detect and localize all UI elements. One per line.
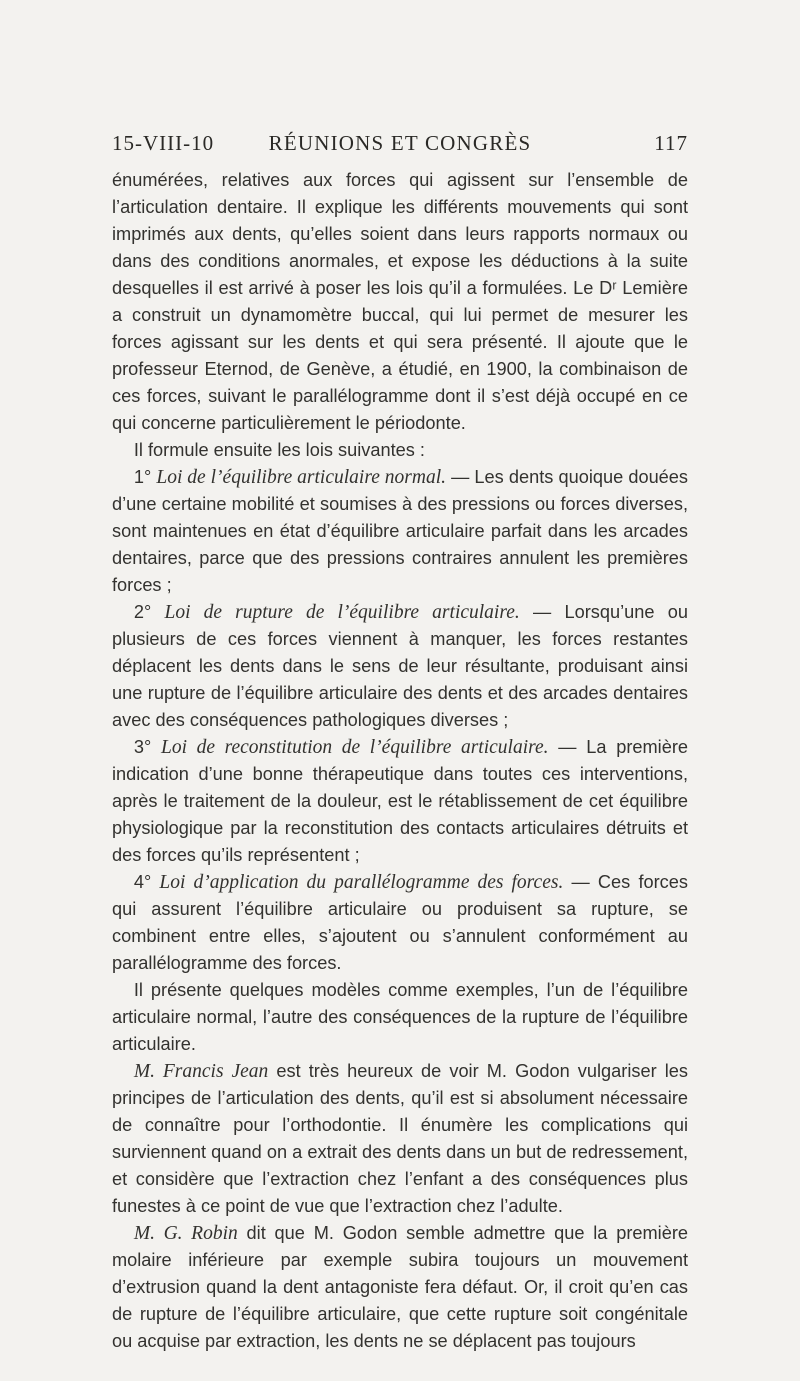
law-title: Loi de rupture de l’équilibre articulaire. (164, 602, 520, 623)
body-text (112, 167, 688, 1355)
running-header (112, 131, 688, 161)
law-title: Loi de l’équilibre articulaire normal. (156, 467, 447, 488)
law-title: Loi de reconstitution de l’équilibre articulaire. (160, 737, 549, 758)
paragraph-francis-jean: M. Francis Jean est très heureux de voir M. Godon vulgariser les principes de l’articulation des dents, qu’il est si absolument nécessaire de connaître pour l’orthodontie. Il énumère les complications qui surviennent quand on a extrait des dents dans un but de redressement, et considère que l’extraction chez l’enfant a des conséquences plus funestes à ce point de vue que l’extraction chez l’adulte. (112, 1061, 688, 1216)
law-title: Loi d’application du parallélogramme des forces. (159, 872, 564, 893)
paragraph: Il formule ensuite les lois suivantes : (133, 440, 425, 460)
law-3: 3° Loi de reconstitution de l’équilibre articulaire. — La première indication d’une bonne thérapeutique dans toutes ces interventions, après le traitement de la douleur, est le rétablissement de cet équilibre physiologique par la reconstitution des contacts articulaires détruits et des forces qu’ils représentent ; (112, 737, 688, 865)
speaker-name: M. G. Robin (133, 1223, 238, 1244)
header-section-title: RÉUNIONS ET CONGRÈS (268, 131, 532, 155)
page-number: 117 (654, 131, 688, 155)
paragraph: énumérées, relatives aux forces qui agissent sur l’ensemble de l’articulation dentaire. Il explique les différents mouvements qui sont imprimés aux dents, qu’elles soient dans leurs rapports normaux ou dans des conditions anormales, et expose les déductions à la suite desquelles il est arrivé à poser les lois qu’il a formulées. Le Dʳ Lemière a construit un dynamomètre buccal, qui lui permet de mesurer les forces agissant sur les dents et qui sera présenté. Il ajoute que le professeur Eternod, de Genève, a étudié, en 1900, la combinaison de ces forces, suivant le parallélogramme dont il s’est déjà occupé en ce qui concerne particulièrement le périodonte. (112, 170, 688, 433)
header-issue-date: 15-VIII-10 (112, 131, 215, 155)
law-2: 2° Loi de rupture de l’équilibre articulaire. — Lorsqu’une ou plusieurs de ces forces viennent à manquer, les forces restantes déplacent les dents dans le sens de leur résultante, produisant ainsi une rupture de l’équilibre articulaire des dents et des arcades dentaires avec des conséquences pathologiques diverses ; (112, 602, 688, 730)
paragraph: Il présente quelques modèles comme exemples, l’un de l’équilibre articulaire normal, l’autre des conséquences de la rupture de l’équilibre articulaire. (112, 980, 688, 1054)
paragraph-robin: M. G. Robin dit que M. Godon semble admettre que la première molaire inférieure par exemple subira toujours un mouvement d’extrusion quand la dent antagoniste fera défaut. Or, il croit qu’en cas de rupture de l’équilibre articulaire, que cette rupture soit congénitale ou acquise par extraction, les dents ne se déplacent pas toujours (112, 1223, 688, 1351)
speaker-name: M. Francis Jean (133, 1061, 269, 1082)
law-4: 4° Loi d’application du parallélogramme des forces. — Ces forces qui assurent l’équilibre articulaire ou produisent sa rupture, se combinent entre elles, s’ajoutent ou s’annulent conformément au parallélogramme des forces. (112, 872, 688, 973)
law-1: 1° Loi de l’équilibre articulaire normal. — Les dents quoique douées d’une certaine mobilité et soumises à des pressions ou forces diverses, sont maintenues en état d’équilibre articulaire parfait dans les arcades dentaires, parce que des pressions contraires annulent les premières forces ; (112, 467, 689, 595)
